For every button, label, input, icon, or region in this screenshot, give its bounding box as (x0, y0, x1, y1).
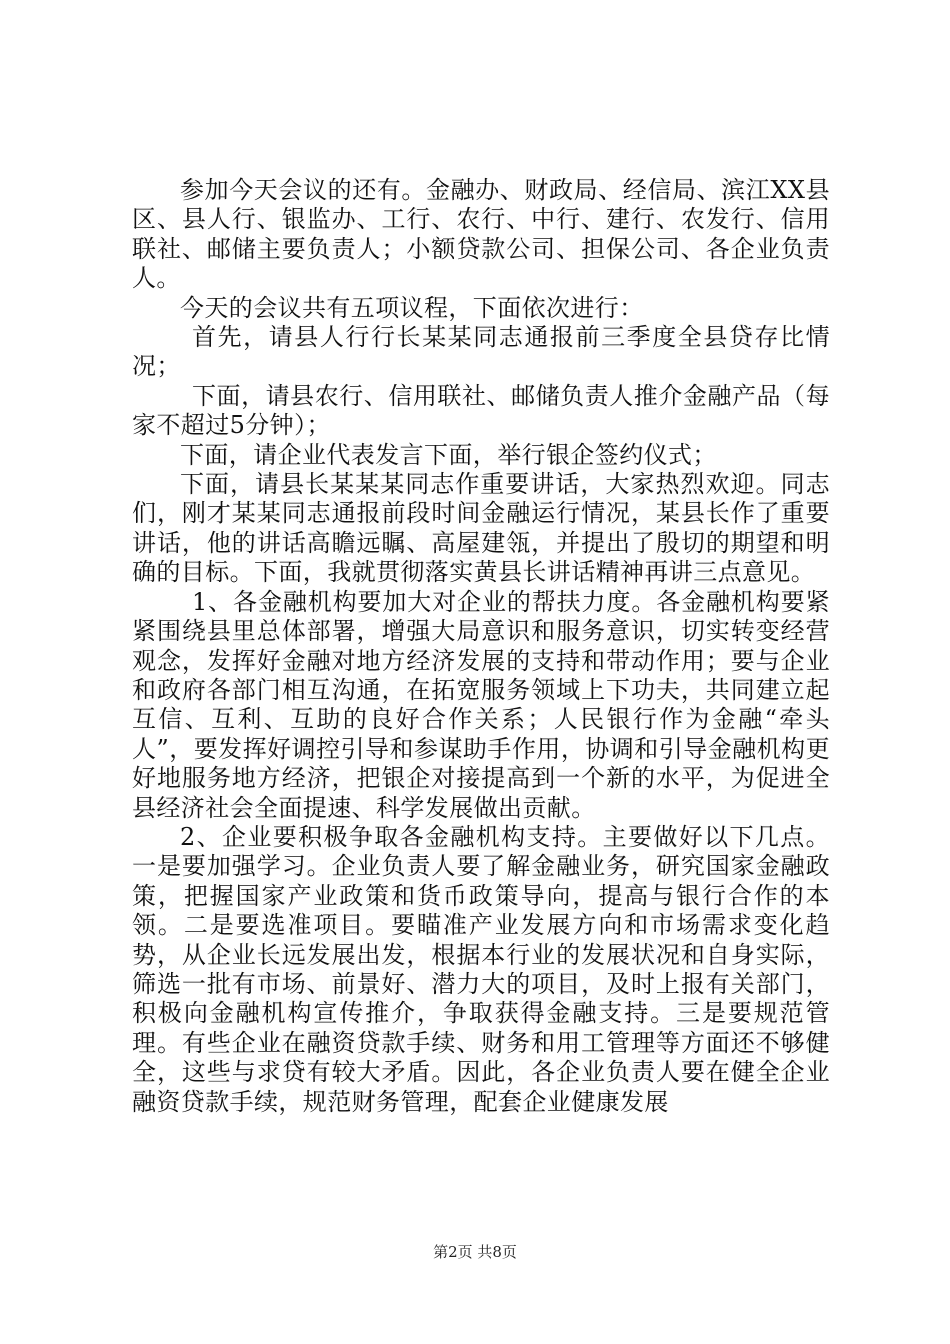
paragraph-agenda-item-3: 下面，请企业代表发言下面，举行银企签约仪式； (180, 440, 717, 469)
paragraph-agenda-item-1: 首先，请县人行行长某某同志通报前三季度全县贷存比情况； (132, 323, 830, 381)
paragraph-point-1: 1、各金融机构要加大对企业的帮扶力度。各金融机构要紧紧围绕县里总体部署，增强大局意识和服务意识，切实转变经营观念，发挥好金融对地方经济发展的支持和带动作用；要与企业和政府各部门相互沟通，在拓宽服务领域上下功夫，共同建立起互信、互利、互助的良好合作关系；人民银行作为金融“牵头人”，要发挥好调控引导和参谋助手作用，协调和引导金融机构更好地服务地方经济，把银企对接提高到一个新的水平，为促进全县经济社会全面提速、科学发展做出贡献。 (132, 587, 830, 822)
paragraph-agenda-intro: 今天的会议共有五项议程，下面依次进行： (180, 293, 644, 322)
page-number: 第2页 共8页 (433, 1243, 517, 1261)
page-footer (0, 1242, 950, 1262)
paragraph-agenda-item-2: 下面，请县农行、信用联社、邮储负责人推介金融产品（每家不超过5分钟）； (132, 381, 830, 440)
paragraph-agenda-item-4: 下面，请县长某某某同志作重要讲话，大家热烈欢迎。同志们，刚才某某同志通报前段时间金融运行情况，某县长作了重要讲话，他的讲话高瞻远瞩、高屋建瓴，并提出了殷切的期望和明确的目标。下面，我就贯彻落实黄县长讲话精神再讲三点意见。 (132, 470, 830, 587)
paragraph-attendees: 参加今天会议的还有。金融办、财政局、经信局、滨江XX县区、县人行、银监办、工行、农行、中行、建行、农发行、信用联社、邮储主要负责人；小额贷款公司、担保公司、各企业负责人。 (132, 176, 830, 293)
document-body (132, 176, 830, 1117)
paragraph-point-2: 2、企业要积极争取各金融机构支持。主要做好以下几点。一是要加强学习。企业负责人要了解金融业务，研究国家金融政策，把握国家产业政策和货币政策导向，提高与银行合作的本领。二是要选准项目。要瞄准产业发展方向和市场需求变化趋势，从企业长远发展出发，根据本行业的发展状况和自身实际，筛选一批有市场、前景好、潜力大的项目，及时上报有关部门，积极向金融机构宣传推介，争取获得金融支持。三是要规范管理。有些企业在融资贷款手续、财务和用工管理等方面还不够健全，这些与求贷有较大矛盾。因此，各企业负责人要在健全企业融资贷款手续，规范财务管理，配套企业健康发展 (132, 822, 830, 1116)
